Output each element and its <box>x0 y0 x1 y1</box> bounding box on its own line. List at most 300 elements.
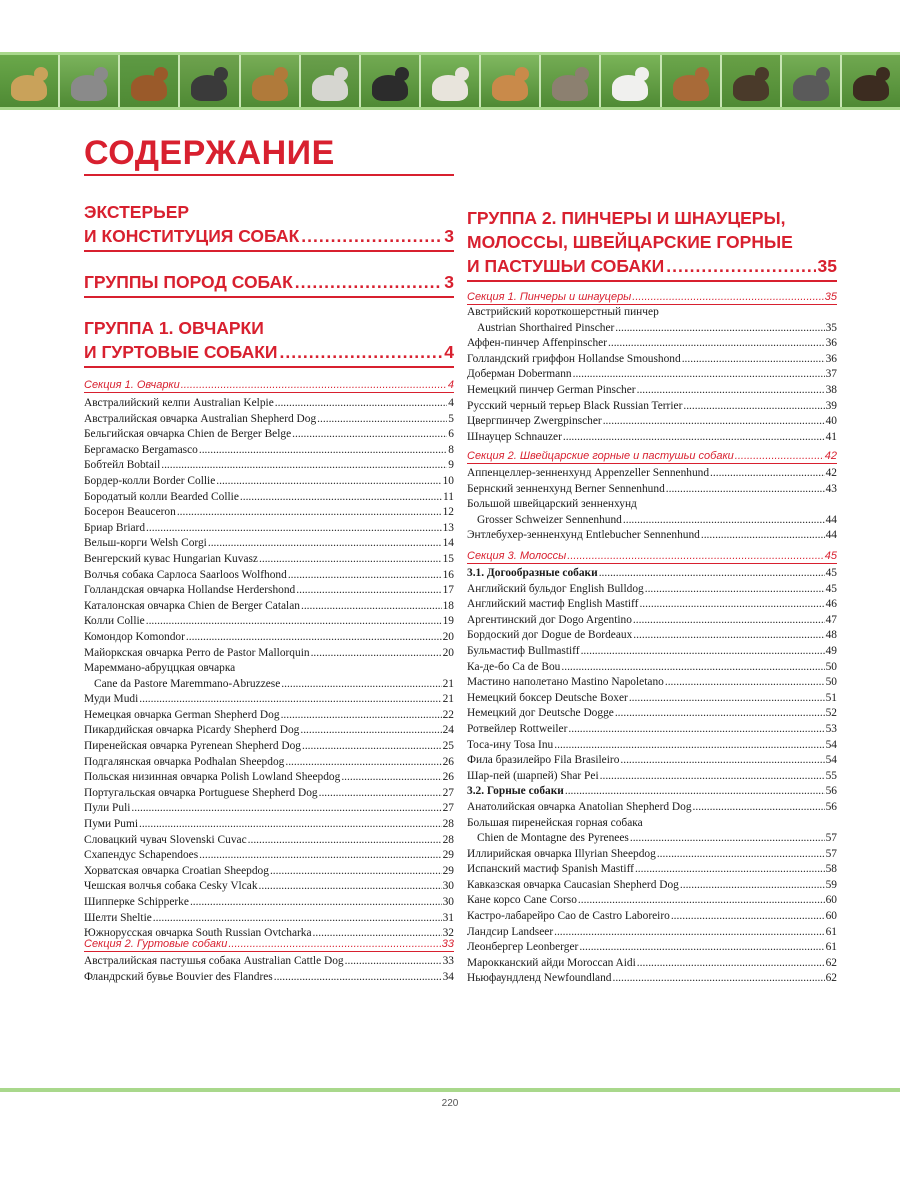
toc-entry-label: Вельш-корги Welsh Corgi <box>84 537 207 550</box>
dog-photo <box>722 55 782 107</box>
dog-head-icon <box>816 67 830 81</box>
toc-entry-label: Аргентинский дог Dogo Argentino <box>467 613 632 626</box>
leader-dots <box>208 536 442 552</box>
toc-entry <box>467 925 837 941</box>
toc-entry <box>84 630 454 646</box>
heading-underline <box>84 296 454 298</box>
section-page: 35 <box>824 291 837 303</box>
leader-dots <box>629 691 825 707</box>
toc-entry-label: Доберман Dobermann <box>467 368 572 381</box>
toc-entry-page: 52 <box>825 707 837 720</box>
leader-dots <box>635 862 825 878</box>
toc-entry <box>84 708 454 724</box>
section-pinschers <box>467 291 837 305</box>
page-number: 220 <box>441 1098 459 1109</box>
dog-head-icon <box>695 67 709 81</box>
toc-entry-label: Подгалянская овчарка Podhalan Sheepdog <box>84 755 285 768</box>
leader-dots <box>701 528 825 544</box>
toc-entry-page: 26 <box>442 771 454 784</box>
leader-dots <box>199 848 441 864</box>
toc-entry-page: 46 <box>825 598 837 611</box>
toc-entry <box>84 755 454 771</box>
toc-entry-page: 21 <box>442 693 454 706</box>
toc-entry-label: Цвергпинчер Zwergpinscher <box>467 415 602 428</box>
toc-entry-label: Немецкий боксер Deutsche Boxer <box>467 691 628 704</box>
toc-entry <box>467 414 837 430</box>
leader-dots <box>603 414 825 430</box>
toc-entry-label: Польская низинная овчарка Polish Lowland Sheepdog <box>84 771 341 784</box>
toc-entry-label: Майоркская овчарка Perro de Pastor Mallorquin <box>84 646 310 659</box>
leader-dots <box>633 628 824 644</box>
leader-dots <box>341 770 441 786</box>
toc-entry-page: 38 <box>825 383 837 396</box>
dog-photo <box>481 55 541 107</box>
toc-entry-page: 54 <box>825 738 837 751</box>
toc-entry-page: 54 <box>825 754 837 767</box>
toc-entry <box>467 628 837 644</box>
dog-photo <box>0 55 60 107</box>
section-shepherds <box>84 379 454 393</box>
toc-entry <box>467 497 837 513</box>
dog-photo-banner <box>0 52 900 110</box>
toc-entry-label: Чешская волчья собака Cesky Vlcak <box>84 880 258 893</box>
dog-head-icon <box>34 67 48 81</box>
toc-entry-page: 25 <box>442 740 454 753</box>
toc-entry-page: 61 <box>825 941 837 954</box>
toc-entry-label: Austrian Shorthaired Pinscher <box>477 321 615 334</box>
dog-head-icon <box>214 67 228 81</box>
dog-photo <box>361 55 421 107</box>
leader-dots <box>270 864 442 880</box>
list-molossers <box>467 566 837 987</box>
dog-head-icon <box>575 67 589 81</box>
toc-entry-page: 20 <box>442 630 454 643</box>
toc-entry <box>84 954 454 970</box>
toc-entry <box>84 552 454 568</box>
toc-entry-label: Португальская овчарка Portuguese Shepherd Dog <box>84 786 318 799</box>
toc-entry-label: Немецкий пинчер German Pinscher <box>467 383 636 396</box>
leader-dots <box>259 552 442 568</box>
toc-entry <box>467 769 837 785</box>
toc-entry-label: Кастро-лабарейро Cao de Castro Laboreiro <box>467 910 670 923</box>
leader-dots <box>240 490 442 506</box>
leader-dots <box>645 582 825 598</box>
leader-dots <box>565 784 825 800</box>
toc-entry-page: 41 <box>825 430 837 443</box>
toc-entry-page: 18 <box>442 599 454 612</box>
leader-dots <box>317 412 447 428</box>
dog-photo <box>301 55 361 107</box>
leader-dots <box>615 706 825 722</box>
toc-entry-label: Волчья собака Сарлоса Saarloos Wolfhond <box>84 568 287 581</box>
toc-entry-label: Леонбергер Leonberger <box>467 941 579 954</box>
toc-entry-page: 26 <box>442 755 454 768</box>
toc-entry-page: 56 <box>825 785 837 798</box>
toc-entry-page: 62 <box>825 972 837 985</box>
toc-entry-label: Пули Puli <box>84 802 131 815</box>
section-label: Секция 2. Гуртовые собаки <box>84 938 228 950</box>
toc-entry <box>84 786 454 802</box>
leader-dots <box>301 599 442 615</box>
toc-entry <box>467 321 837 337</box>
toc-entry-label: Шнауцер Schnauzer <box>467 430 562 443</box>
toc-entry <box>467 430 837 446</box>
toc-entry-page: 40 <box>825 415 837 428</box>
leader-dots <box>161 458 447 474</box>
toc-entry-label: Испанский мастиф Spanish Mastiff <box>467 863 634 876</box>
toc-entry-label: Муди Mudi <box>84 693 139 706</box>
toc-entry-label: Пиренейская овчарка Pyrenean Shepherd Dog <box>84 740 301 753</box>
dog-head-icon <box>154 67 168 81</box>
toc-entry-label: Русский черный терьер Black Russian Terrier <box>467 399 683 412</box>
toc-entry-label: Ротвейлер Rottweiler <box>467 722 568 735</box>
dog-head-icon <box>635 67 649 81</box>
toc-entry-page: 16 <box>442 568 454 581</box>
toc-entry-label: Пикардийская овчарка Picardy Shepherd Dog <box>84 724 300 737</box>
toc-entry-label: Энтлебухер-зенненхунд Entlebucher Sennenhund <box>467 529 700 542</box>
toc-entry-page: 6 <box>448 428 454 441</box>
leader-dots <box>131 801 441 817</box>
leader-dots <box>311 646 442 662</box>
toc-entry-page: 29 <box>442 864 454 877</box>
toc-entry-page: 22 <box>442 708 454 721</box>
toc-entry-page: 35 <box>825 321 837 334</box>
heading-line: И ГУРТОВЫЕ СОБАКИ <box>84 342 278 362</box>
toc-entry-label: Английский мастиф English Mastiff <box>467 598 639 611</box>
toc-entry-label: Бульмастиф Bullmastiff <box>467 644 580 657</box>
leader-dots <box>693 800 825 816</box>
list-cattle-dogs <box>84 954 454 985</box>
leader-dots <box>682 352 825 368</box>
dog-head-icon <box>876 67 890 81</box>
toc-entry <box>467 971 837 987</box>
leader-dots <box>563 430 825 446</box>
leader-dots <box>637 383 825 399</box>
toc-entry <box>84 505 454 521</box>
toc-entry <box>84 490 454 506</box>
list-pinschers <box>467 305 837 445</box>
toc-entry-label: Аппенцеллер-зенненхунд Appenzeller Sennenhund <box>467 467 710 479</box>
toc-entry-page: 43 <box>825 482 837 495</box>
leader-dots <box>296 583 441 599</box>
leader-dots <box>608 336 825 352</box>
toc-entry-label: Анатолийская овчарка Anatolian Shepherd Dog <box>467 800 692 813</box>
leader-dots <box>671 909 825 925</box>
section-page: 42 <box>824 450 837 462</box>
leader-dots <box>153 911 442 927</box>
leader-dots <box>190 895 442 911</box>
toc-entry-label: Мастино наполетано Mastino Napoletano <box>467 676 664 689</box>
toc-entry <box>84 583 454 599</box>
leader-dots <box>615 321 824 337</box>
toc-entry-label: Большой швейцарский зенненхунд <box>467 498 637 511</box>
leader-dots <box>599 566 825 582</box>
toc-entry <box>467 800 837 816</box>
leader-dots <box>146 614 442 630</box>
toc-entry-page: 56 <box>825 800 837 813</box>
toc-entry-page: 42 <box>825 467 837 479</box>
toc-entry <box>467 399 837 415</box>
toc-entry-label: Аффен-пинчер Affenpinscher <box>467 337 607 350</box>
leader-dots <box>633 613 825 629</box>
toc-entry-page: 5 <box>448 412 454 425</box>
section-label: Секция 3. Молоссы <box>467 550 567 562</box>
dog-photo <box>60 55 120 107</box>
toc-entry-label: Бергамаско Bergamasco <box>84 443 198 456</box>
leader-dots <box>657 847 825 863</box>
toc-entry <box>467 691 837 707</box>
toc-entry-label: Мареммано-абруццкая овчарка <box>84 662 236 675</box>
toc-entry <box>84 879 454 895</box>
section-page: 33 <box>441 938 454 950</box>
toc-entry-label: Колли Collie <box>84 615 145 628</box>
leader-dots <box>623 513 825 529</box>
toc-entry-page: 27 <box>442 802 454 815</box>
section-label: Секция 1. Пинчеры и шнауцеры <box>467 291 632 303</box>
toc-entry <box>84 396 454 412</box>
toc-entry <box>84 848 454 864</box>
toc-entry-page: 57 <box>825 832 837 845</box>
toc-entry-page: 37 <box>825 368 837 381</box>
page-title: СОДЕРЖАНИЕ <box>84 134 335 172</box>
toc-entry <box>84 661 454 677</box>
dog-head-icon <box>274 67 288 81</box>
toc-entry-label: Фландрский бувье Bouvier des Flandres <box>84 970 273 983</box>
toc-entry-label: Бернский зенненхунд Berner Sennenhund <box>467 482 665 495</box>
dog-photo <box>842 55 900 107</box>
toc-entry <box>84 970 454 986</box>
leader-dots <box>186 630 442 646</box>
heading-line: ЭКСТЕРЬЕР <box>84 202 190 222</box>
toc-entry-page: 31 <box>442 911 454 924</box>
toc-entry-label: Южнорусская овчарка South Russian Ovtcharka <box>84 927 312 940</box>
toc-entry-label: Словацкий чувач Slovenski Cuvac <box>84 833 247 846</box>
toc-entry <box>467 644 837 660</box>
toc-entry-label: Немецкий дог Deutsche Dogge <box>467 707 614 720</box>
toc-entry-page: 45 <box>825 567 837 579</box>
toc-entry <box>84 677 454 693</box>
toc-entry <box>84 474 454 490</box>
leader-dots <box>300 723 441 739</box>
heading-page: 4 <box>444 342 454 362</box>
toc-entry-page: 28 <box>442 818 454 831</box>
leader-dots <box>620 753 824 769</box>
toc-entry <box>84 692 454 708</box>
toc-entry-label: Chien de Montagne des Pyrenees <box>477 832 629 845</box>
toc-entry-label: Бородатый колли Bearded Collie <box>84 490 239 503</box>
toc-entry <box>84 723 454 739</box>
toc-entry <box>467 722 837 738</box>
leader-dots <box>275 396 448 412</box>
heading-underline <box>84 250 454 252</box>
toc-entry-page: 55 <box>825 769 837 782</box>
toc-entry-label: Австрийский короткошерстный пинчер <box>467 306 659 318</box>
leader-dots <box>345 954 442 970</box>
toc-entry <box>467 367 837 383</box>
toc-entry-page: 12 <box>442 506 454 519</box>
dog-photo <box>782 55 842 107</box>
heading-line: МОЛОССЫ, ШВЕЙЦАРСКИЕ ГОРНЫЕ <box>467 232 793 252</box>
leader-dots <box>573 367 825 383</box>
toc-entry-page: 60 <box>825 910 837 923</box>
heading-page: 3 <box>444 226 454 246</box>
toc-entry <box>467 878 837 894</box>
toc-entry <box>84 817 454 833</box>
toc-entry-page: 8 <box>448 443 454 456</box>
toc-entry-label: Хорватская овчарка Croatian Sheepdog <box>84 864 269 877</box>
toc-entry-label: Голландская овчарка Hollandse Herdershond <box>84 584 296 597</box>
toc-entry-label: Комондор Komondor <box>84 630 185 643</box>
section-label: Секция 1. Овчарки <box>84 379 180 391</box>
dog-photo <box>180 55 240 107</box>
toc-entry-page: 34 <box>442 970 454 983</box>
leader-dots <box>612 971 824 987</box>
toc-entry-page: 30 <box>442 896 454 908</box>
toc-entry-page: 28 <box>442 833 454 846</box>
leader-dots <box>630 831 825 847</box>
toc-entry-page: 30 <box>442 880 454 893</box>
heading-group2 <box>467 206 837 278</box>
leader-dots <box>199 443 447 459</box>
toc-entry-page: 59 <box>825 878 837 891</box>
leader-dots <box>579 940 824 956</box>
toc-entry-page: 58 <box>825 863 837 876</box>
toc-entry-label: Бордер-колли Border Collie <box>84 474 216 487</box>
dog-photo <box>421 55 481 107</box>
heading-group1 <box>84 316 454 364</box>
toc-entry-label: 3.1. Догообразные собаки <box>467 567 598 579</box>
section-swiss <box>467 450 837 464</box>
toc-entry-label: Иллирийская овчарка Illyrian Sheepdog <box>467 847 656 860</box>
toc-entry-label: Фила бразилейро Fila Brasileiro <box>467 754 620 767</box>
leader-dots <box>561 660 824 676</box>
list-shepherds <box>84 396 454 942</box>
dog-head-icon <box>755 67 769 81</box>
toc-entry <box>84 770 454 786</box>
heading-exterior <box>84 200 454 248</box>
toc-entry-label: Пуми Pumi <box>84 818 138 831</box>
toc-entry <box>84 833 454 849</box>
toc-entry-page: 24 <box>442 724 454 737</box>
toc-entry-label: Венгерский кувас Hungarian Kuvasz <box>84 552 258 565</box>
toc-entry <box>84 536 454 552</box>
toc-entry-page: 53 <box>825 722 837 735</box>
toc-entry-page: 50 <box>825 660 837 673</box>
toc-entry <box>467 738 837 754</box>
toc-entry <box>84 614 454 630</box>
toc-entry <box>467 816 837 832</box>
toc-entry-label: Босерон Beauceron <box>84 506 176 519</box>
leader-dots <box>578 893 825 909</box>
toc-entry-page: 57 <box>825 847 837 860</box>
dog-photo <box>601 55 661 107</box>
heading-page: 3 <box>444 272 454 292</box>
toc-entry-label: Бриар Briard <box>84 521 146 534</box>
toc-entry-page: 10 <box>442 474 454 487</box>
toc-entry-page: 27 <box>442 786 454 799</box>
toc-entry-label: Каталонская овчарка Chien de Berger Catalan <box>84 599 300 612</box>
leader-dots <box>665 675 825 691</box>
leader-dots <box>680 878 825 894</box>
toc-entry <box>467 336 837 352</box>
toc-entry-page: 48 <box>825 629 837 642</box>
toc-entry-page: 33 <box>442 955 454 967</box>
toc-entry-page: 4 <box>448 397 454 409</box>
leader-dots <box>139 692 441 708</box>
toc-entry <box>467 482 837 498</box>
toc-entry <box>84 521 454 537</box>
toc-entry-page: 21 <box>442 677 454 690</box>
leader-dots <box>259 879 442 895</box>
toc-entry-label: Бобтейл Bobtail <box>84 459 161 472</box>
leader-dots <box>666 482 825 498</box>
toc-entry-page: 61 <box>825 925 837 938</box>
heading-line: И ПАСТУШЬИ СОБАКИ <box>467 256 665 276</box>
title-underline <box>84 174 454 176</box>
leader-dots <box>139 817 442 833</box>
toc-entry-page: 45 <box>825 582 837 595</box>
toc-entry <box>84 412 454 428</box>
leader-dots <box>568 722 824 738</box>
leader-dots <box>281 677 441 693</box>
heading-breed-groups <box>84 270 454 294</box>
toc-entry <box>467 847 837 863</box>
toc-entry-page: 51 <box>825 691 837 704</box>
toc-entry-label: Австралийская пастушья собака Australian Cattle Dog <box>84 955 344 967</box>
toc-entry <box>467 909 837 925</box>
dog-head-icon <box>395 67 409 81</box>
heading-line: ГРУППА 1. ОВЧАРКИ <box>84 318 264 338</box>
section-label: Секция 2. Швейцарские горные и пастушьи собаки <box>467 450 734 462</box>
leader-dots <box>319 786 442 802</box>
toc-entry <box>467 566 837 582</box>
toc-entry-label: Шар-пей (шарпей) Shar Pei <box>467 769 599 782</box>
heading-line: ГРУППА 2. ПИНЧЕРЫ И ШНАУЦЕРЫ, <box>467 208 786 228</box>
toc-entry-page: 9 <box>448 459 454 472</box>
toc-entry <box>467 893 837 909</box>
toc-entry-page: 50 <box>825 676 837 689</box>
toc-entry-label: Тоса-ину Tosa Inu <box>467 738 554 751</box>
leader-dots <box>177 505 442 521</box>
toc-entry-label: Бельгийская овчарка Chien de Berger Belge <box>84 428 292 441</box>
toc-entry <box>84 458 454 474</box>
toc-entry <box>467 831 837 847</box>
toc-entry <box>467 784 837 800</box>
heading-underline <box>467 280 837 282</box>
toc-entry <box>467 613 837 629</box>
leader-dots <box>288 568 442 584</box>
dog-head-icon <box>334 67 348 81</box>
toc-entry-page: 32 <box>442 927 454 940</box>
toc-entry-page: 11 <box>443 490 454 503</box>
dog-head-icon <box>455 67 469 81</box>
toc-entry-label: Кане корсо Cane Corso <box>467 894 577 907</box>
leader-dots <box>281 708 442 724</box>
toc-entry-label: Шипперке Schipperke <box>84 896 189 908</box>
toc-entry-page: 17 <box>442 584 454 597</box>
toc-entry-page: 44 <box>825 529 837 542</box>
toc-entry <box>467 706 837 722</box>
toc-entry-page: 15 <box>442 552 454 565</box>
dog-head-icon <box>94 67 108 81</box>
leader-dots <box>292 427 447 443</box>
toc-entry-page: 14 <box>442 537 454 550</box>
heading-underline <box>84 366 454 368</box>
toc-entry-label: Немецкая овчарка German Shepherd Dog <box>84 708 280 721</box>
toc-entry <box>84 911 454 927</box>
toc-entry <box>467 940 837 956</box>
toc-entry-page: 19 <box>442 615 454 628</box>
